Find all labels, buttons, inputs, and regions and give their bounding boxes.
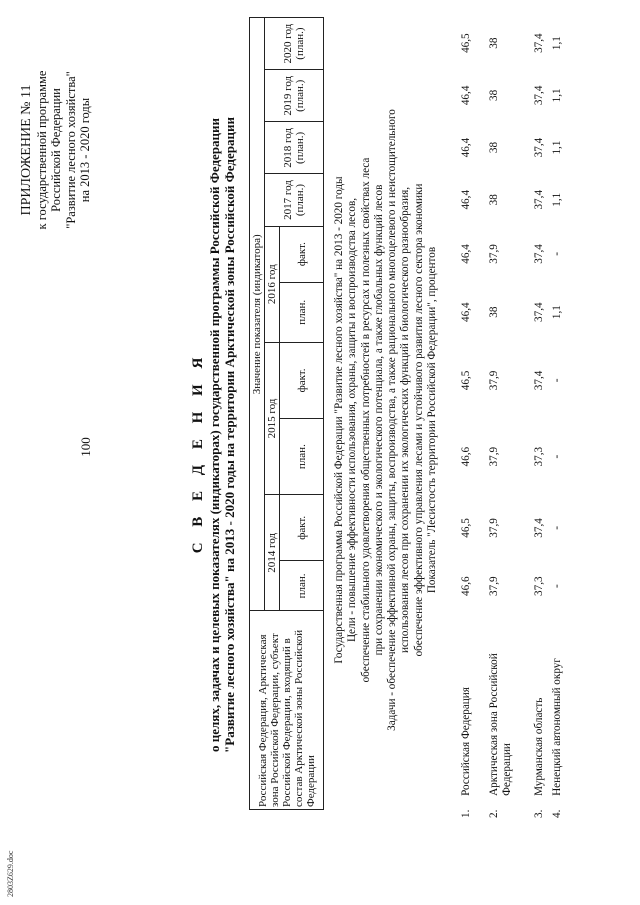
row-subject: Арктическая зона Российской Федерации (488, 653, 513, 796)
program-line: Цели - повышение эффективности использования, охраны, защиты и воспроизводства лесов, (346, 197, 359, 643)
plan-header: план. (280, 561, 324, 611)
cell-value: 1,1 (551, 140, 563, 155)
document-title: С В Е Д Е Н И Я (190, 351, 206, 554)
row-subject: Ненецкий автономный округ (551, 658, 563, 796)
cell-value: 1,1 (551, 192, 563, 207)
cell-value: 1,1 (551, 36, 563, 51)
cell-value: 38 (488, 306, 500, 318)
cell-value: 1,1 (551, 88, 563, 103)
program-line: использования лесов при сохранении их экологических функций и биологического разнообразия, (399, 186, 412, 654)
cell-value: - (551, 454, 563, 459)
cell-value: 38 (488, 89, 500, 101)
program-line: обеспечение эффективного управления лесами и устойчивого развития лесного сектора экономики (412, 183, 425, 657)
year-2014-header: 2014 год (265, 495, 280, 611)
cell-value: 46,4 (460, 244, 472, 264)
file-footer: 2803Z629.doc (6, 850, 15, 897)
cell-value: 37,9 (488, 446, 500, 467)
cell-value: 37,3 (533, 576, 545, 596)
row-subject: Российская Федерация (460, 687, 472, 796)
program-line: при сохранении экономического и экологического потенциала, а также глобальных функций лесов (372, 184, 385, 656)
cell-value: 38 (488, 141, 500, 154)
appendix-line: к государственной программе (34, 70, 49, 230)
page-number: 100 (78, 437, 93, 457)
row-number: 2. (488, 809, 500, 818)
year-2019-header: 2019 год (план.) (265, 70, 324, 122)
cell-value: 46,5 (460, 518, 472, 538)
cell-value: 37,4 (533, 244, 545, 264)
cell-value: 37,4 (533, 137, 545, 158)
cell-value: 46,6 (460, 446, 472, 467)
appendix-block (20, 35, 93, 265)
cell-value: 46,6 (460, 576, 472, 596)
cell-value: 1,1 (551, 305, 563, 320)
cell-value: 46,4 (460, 302, 472, 322)
document-subtitle (208, 95, 237, 775)
row-subject: Мурманская область (533, 697, 545, 796)
cell-value: 46,4 (460, 189, 472, 210)
cell-value: 37,4 (533, 518, 545, 538)
fact-header: факт. (280, 226, 324, 282)
year-2016-header: 2016 год (265, 226, 280, 342)
year-2015-header: 2015 год (265, 342, 280, 494)
program-line: Задачи - обеспечение эффективной охраны, защиты, воспроизводства, а также рационального многоцелевого и неистощительного (386, 109, 399, 731)
fact-header: факт. (280, 342, 324, 418)
indicator-value-header: Значение показателя (индикатора) (250, 18, 265, 612)
cell-value: 37,9 (488, 370, 500, 391)
cell-value: 38 (488, 37, 500, 49)
year-2017-header: 2017 год (план.) (265, 174, 324, 226)
indicator-name: Показатель "Лесистость территории Российской Федерации", процентов (426, 246, 439, 594)
cell-value: 37,3 (533, 446, 545, 467)
cell-value: - (551, 378, 563, 383)
cell-value: 37,4 (533, 33, 545, 53)
cell-value: 37,4 (533, 85, 545, 106)
program-line: Государственная программа Российской Федерации "Развитие лесного хозяйства" на 2013 - 2020 годы (333, 176, 345, 664)
indicator-table-header (249, 17, 324, 810)
table-row (488, 17, 533, 820)
cell-value: 46,5 (460, 370, 472, 391)
year-2018-header: 2018 год (план.) (265, 122, 324, 174)
appendix-line: Российской Федерации (49, 88, 63, 212)
cell-value: 37,9 (488, 518, 500, 538)
subtitle-line: "Развитие лесного хозяйства" на 2013 - 2020 годы на территории Арктической зоны Российской Федерации (221, 117, 237, 753)
cell-value: - (551, 584, 563, 589)
row-number: 1. (460, 809, 472, 818)
subject-column-header: Российская Федерация, Арктическая зона Российской Федерации, субъект Российской Федерации, входящий в состав Арктической зоны Российской Федерации (250, 611, 324, 810)
cell-value: 37,4 (533, 189, 545, 210)
cell-value: - (551, 252, 563, 256)
cell-value: - (551, 526, 563, 530)
cell-value: 37,4 (533, 370, 545, 391)
cell-value: 37,9 (488, 244, 500, 264)
appendix-line: на 2013 - 2020 годы (78, 97, 92, 203)
program-line: обеспечение стабильного удовлетворения общественных потребностей в ресурсах и полезных свойствах леса (359, 157, 372, 683)
row-number: 4. (551, 809, 563, 818)
row-number: 3. (533, 809, 545, 818)
cell-value: 37,4 (533, 302, 545, 322)
cell-value: 37,9 (488, 576, 500, 596)
plan-header: план. (280, 282, 324, 342)
program-description (333, 75, 439, 765)
subtitle-line: о целях, задачах и целевых показателях (индикаторах) государственной программы Российской Федерации (207, 117, 222, 753)
table-row (533, 17, 551, 820)
fact-header: факт. (280, 495, 324, 561)
table-row (460, 17, 488, 820)
plan-header: план. (280, 419, 324, 495)
indicator-data-table (460, 17, 569, 820)
cell-value: 46,4 (460, 137, 472, 158)
cell-value: 46,5 (460, 33, 472, 53)
appendix-line: "Развитие лесного хозяйства" (63, 71, 78, 229)
table-row (551, 17, 569, 820)
cell-value: 38 (488, 194, 500, 206)
cell-value: 46,4 (460, 85, 472, 106)
appendix-title: ПРИЛОЖЕНИЕ № 11 (19, 84, 34, 216)
year-2020-header: 2020 год (план.) (265, 18, 324, 70)
